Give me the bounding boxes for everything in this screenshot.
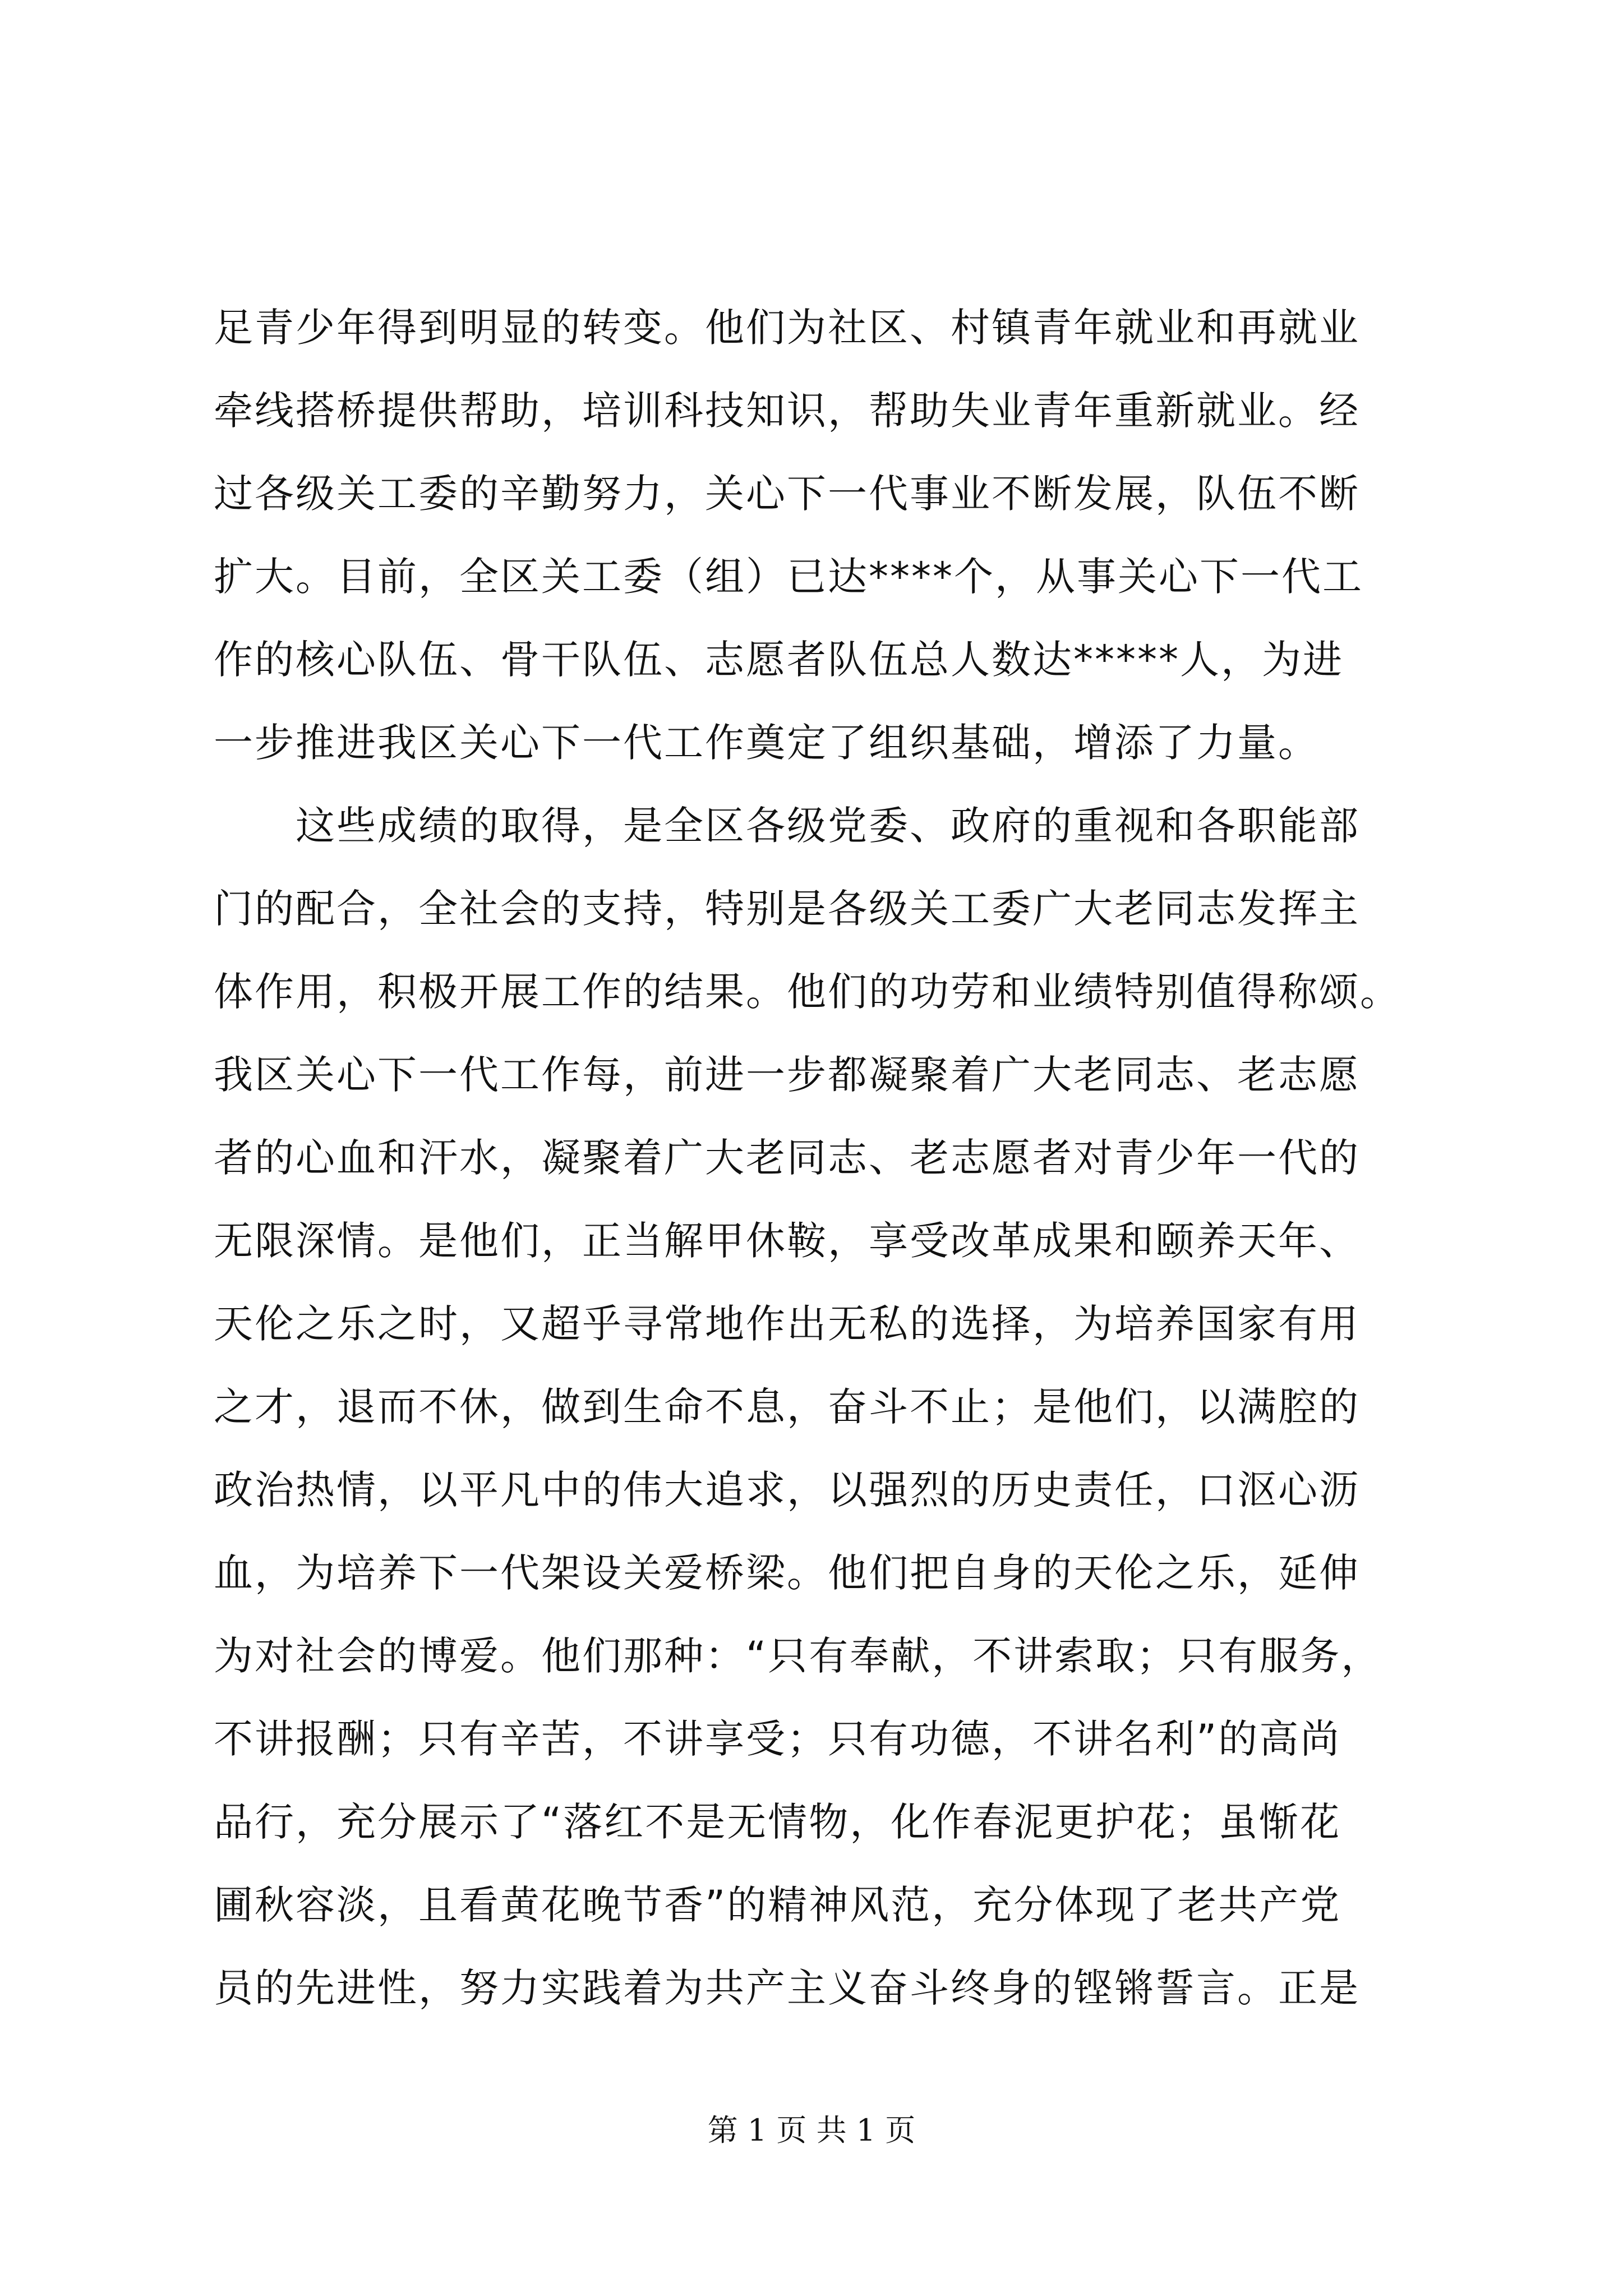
text-line: 员的先进性，努力实践着为共产主义奋斗终身的铿锵誓言。正是 bbox=[214, 1965, 1360, 2011]
text-line: 血，为培养下一代架设关爱桥梁。他们把自身的天伦之乐，延伸 bbox=[214, 1550, 1360, 1596]
text-line: 无限深情。是他们，正当解甲休鞍，享受改革成果和颐养天年、 bbox=[214, 1218, 1360, 1264]
text-line: 体作用，积极开展工作的结果。他们的功劳和业绩特别值得称颂。 bbox=[214, 969, 1401, 1015]
text-line: 不讲报酬；只有辛苦，不讲享受；只有功德，不讲名利”的高尚 bbox=[214, 1716, 1341, 1762]
text-line: 作的核心队伍、骨干队伍、志愿者队伍总人数达*****人，为进 bbox=[214, 637, 1344, 683]
text-line: 之才，退而不休，做到生命不息，奋斗不止；是他们，以满腔的 bbox=[214, 1384, 1360, 1430]
text-line: 品行，充分展示了“落红不是无情物，化作春泥更护花；虽惭花 bbox=[214, 1799, 1341, 1845]
text-line: 门的配合，全社会的支持，特别是各级关工委广大老同志发挥主 bbox=[214, 886, 1360, 932]
text-line: 我区关心下一代工作每，前进一步都凝聚着广大老同志、老志愿 bbox=[214, 1052, 1360, 1098]
text-line: 过各级关工委的辛勤努力，关心下一代事业不断发展，队伍不断 bbox=[214, 471, 1360, 517]
text-line: 牵线搭桥提供帮助，培训科技知识，帮助失业青年重新就业。经 bbox=[214, 388, 1360, 434]
text-line: 扩大。目前，全区关工委（组）已达****个，从事关心下一代工 bbox=[214, 554, 1363, 600]
document-body bbox=[214, 286, 1414, 2030]
page-footer: 第 1 页 共 1 页 bbox=[707, 2113, 916, 2148]
text-line: 足青少年得到明显的转变。他们为社区、村镇青年就业和再就业 bbox=[214, 305, 1360, 351]
text-line: 一步推进我区关心下一代工作奠定了组织基础，增添了力量。 bbox=[214, 720, 1319, 766]
text-line: 圃秋容淡，且看黄花晚节香”的精神风范，充分体现了老共产党 bbox=[214, 1882, 1341, 1928]
text-line: 这些成绩的取得，是全区各级党委、政府的重视和各职能部 bbox=[214, 803, 1360, 849]
text-line: 者的心血和汗水，凝聚着广大老同志、老志愿者对青少年一代的 bbox=[214, 1135, 1360, 1181]
text-line: 天伦之乐之时，又超乎寻常地作出无私的选择，为培养国家有用 bbox=[214, 1301, 1360, 1347]
text-line: 政治热情，以平凡中的伟大追求，以强烈的历史责任，口沤心沥 bbox=[214, 1467, 1360, 1513]
text-line: 为对社会的博爱。他们那种：“只有奉献，不讲索取；只有服务， bbox=[214, 1633, 1382, 1679]
